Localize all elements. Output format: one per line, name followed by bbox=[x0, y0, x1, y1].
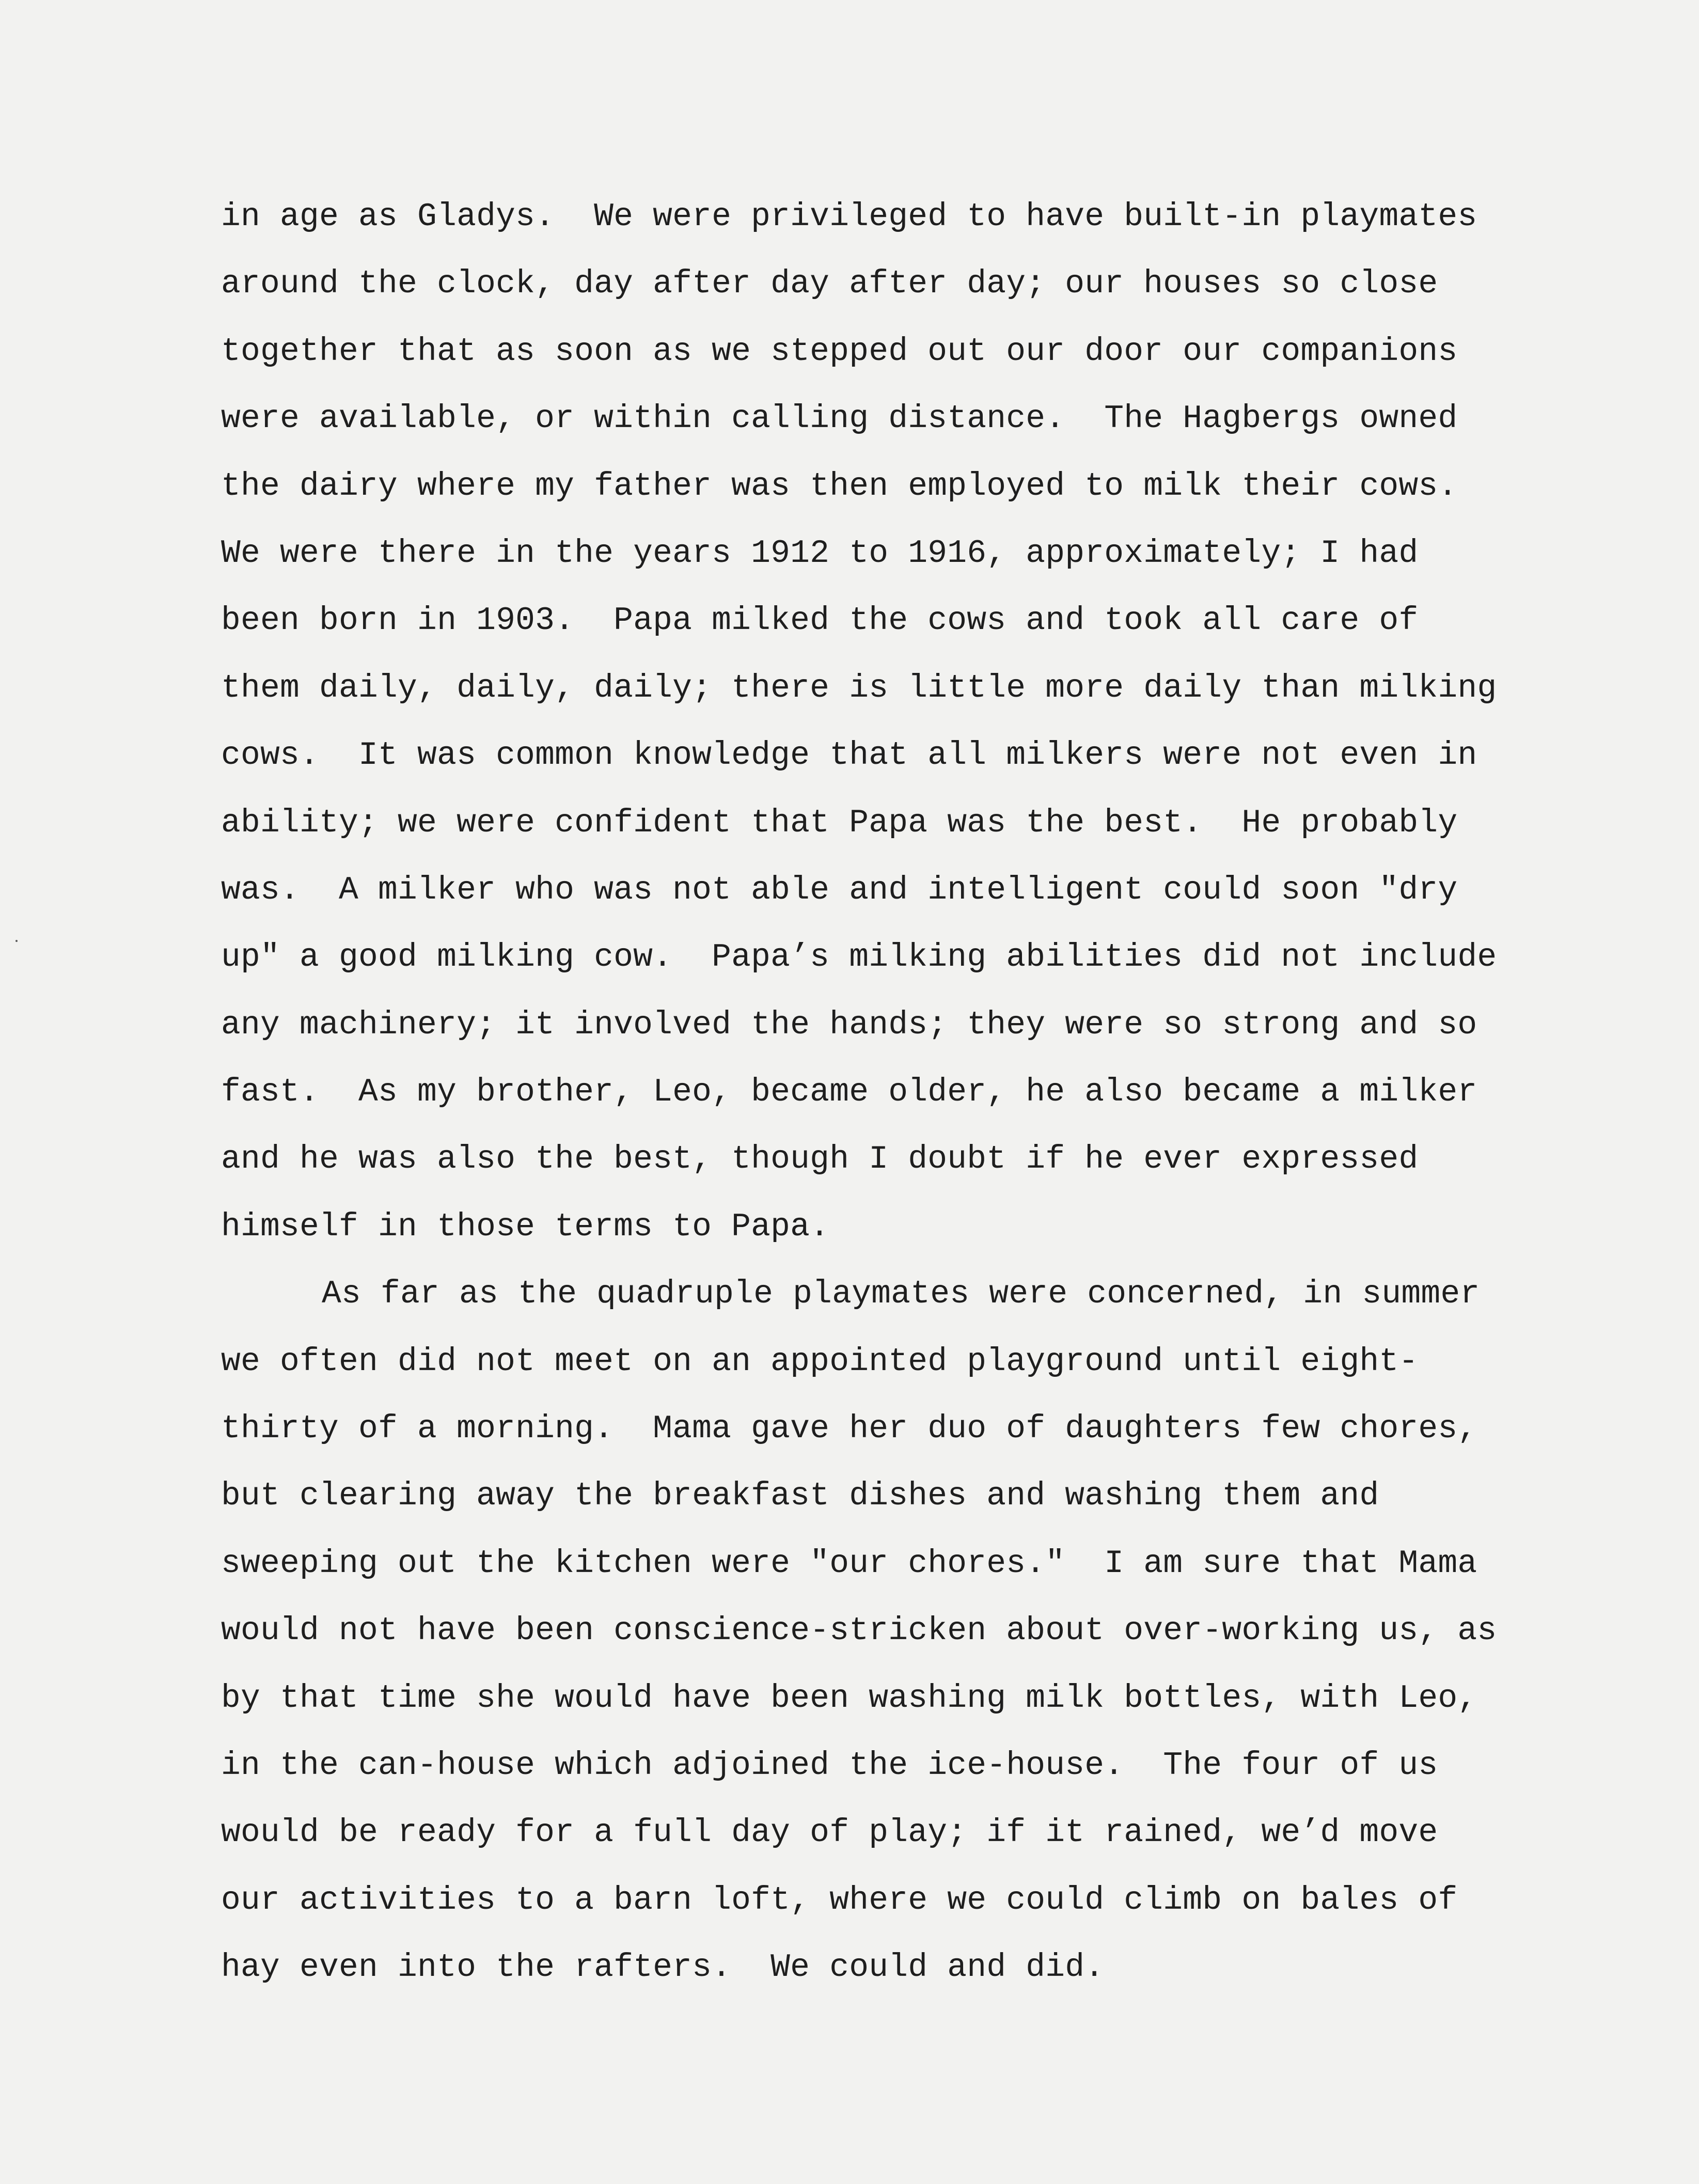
text-line: by that time she would have been washing milk bottles, with Leo, bbox=[221, 1679, 1477, 1717]
text-line: sweeping out the kitchen were "our chores." I am sure that Mama bbox=[221, 1545, 1477, 1582]
text-line: in age as Gladys. We were privileged to have built-in playmates bbox=[221, 198, 1477, 235]
text-line: would be ready for a full day of play; if it rained, we’d move bbox=[221, 1814, 1438, 1851]
text-line: cows. It was common knowledge that all milkers were not even in bbox=[221, 737, 1477, 774]
text-line: them daily, daily, daily; there is little more daily than milking bbox=[221, 669, 1497, 706]
text-line: hay even into the rafters. We could and did. bbox=[221, 1949, 1105, 1986]
text-line: was. A milker who was not able and intelligent could soon "dry bbox=[221, 871, 1458, 908]
text-line: were available, or within calling distance. The Hagbergs owned bbox=[221, 400, 1458, 437]
paragraph-start-line: As far as the quadruple playmates were concerned, in summer bbox=[322, 1276, 1480, 1313]
text-line: the dairy where my father was then employed to milk their cows. bbox=[221, 467, 1458, 505]
paper-speck bbox=[15, 940, 18, 942]
text-line: our activities to a barn loft, where we could climb on bales of bbox=[221, 1881, 1458, 1919]
text-line: himself in those terms to Papa. bbox=[221, 1208, 830, 1245]
text-line: been born in 1903. Papa milked the cows and took all care of bbox=[221, 602, 1419, 639]
body-text bbox=[221, 183, 1564, 2002]
text-line: ability; we were confident that Papa was the best. He probably bbox=[221, 804, 1458, 841]
text-line: any machinery; it involved the hands; they were so strong and so bbox=[221, 1006, 1477, 1043]
text-line: around the clock, day after day after day; our houses so close bbox=[221, 265, 1438, 303]
text-line: in the can-house which adjoined the ice-house. The four of us bbox=[221, 1747, 1438, 1784]
text-line: thirty of a morning. Mama gave her duo of daughters few chores, bbox=[221, 1410, 1477, 1448]
text-line: but clearing away the breakfast dishes and washing them and bbox=[221, 1478, 1379, 1515]
text-line: together that as soon as we stepped out our door our companions bbox=[221, 333, 1458, 370]
text-line: up" a good milking cow. Papa’s milking abilities did not include bbox=[221, 939, 1497, 976]
text-line: would not have been conscience-stricken about over-working us, as bbox=[221, 1612, 1497, 1649]
text-line: and he was also the best, though I doubt if he ever expressed bbox=[221, 1141, 1419, 1178]
text-line: fast. As my brother, Leo, became older, he also became a milker bbox=[221, 1074, 1477, 1111]
text-line: We were there in the years 1912 to 1916, approximately; I had bbox=[221, 535, 1419, 572]
text-line: we often did not meet on an appointed playground until eight- bbox=[221, 1343, 1419, 1380]
